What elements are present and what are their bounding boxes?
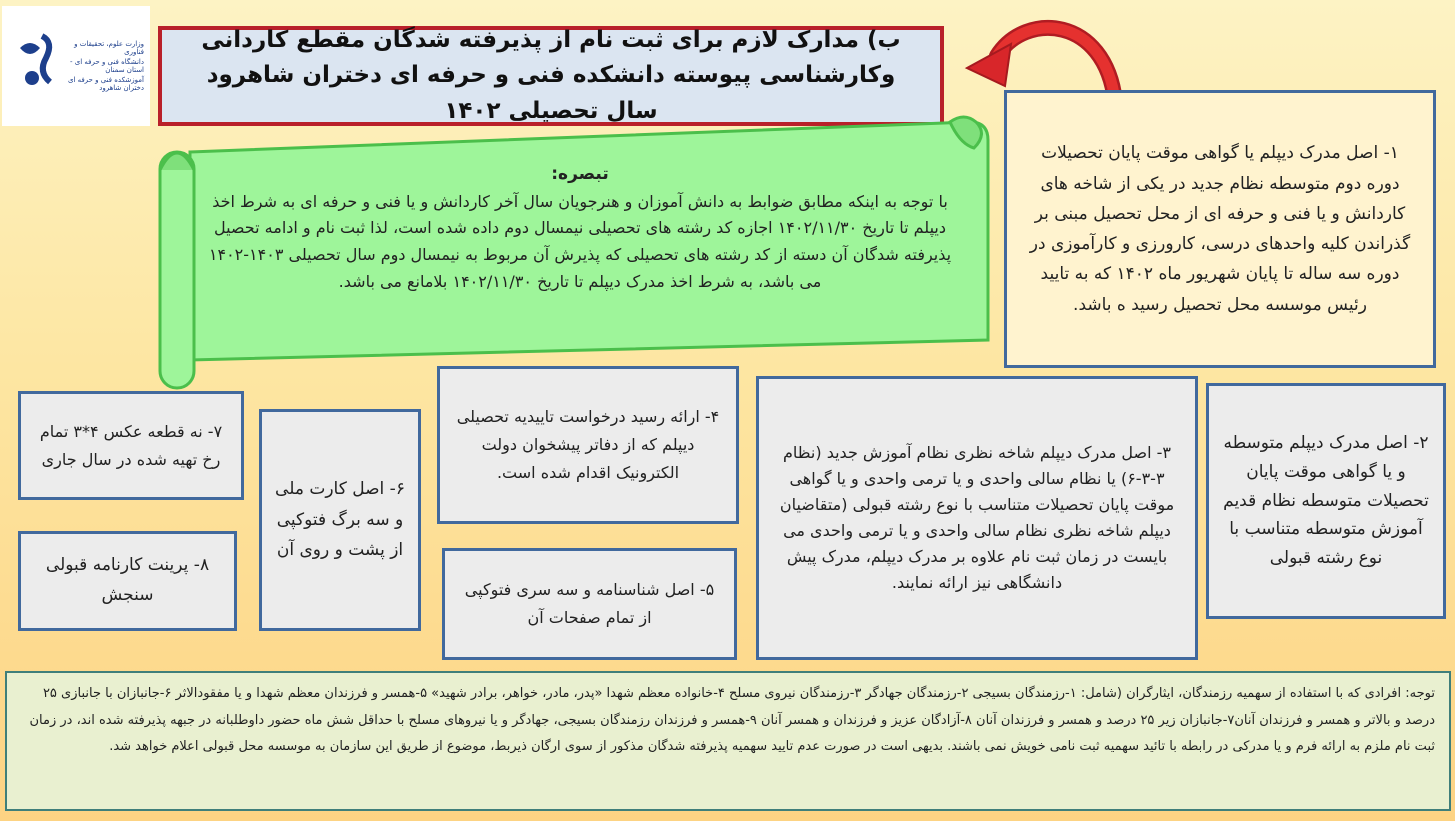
requirement-item-4 xyxy=(437,366,739,524)
requirement-item-4-text: ۴- ارائه رسید درخواست تاییدیه تحصیلی دیپلم که از دفاتر پیشخوان دولت الکترونیک اقدام شده است. xyxy=(456,407,720,482)
scroll-note xyxy=(200,160,960,350)
scroll-heading: تبصره: xyxy=(551,164,609,184)
requirement-item-5-text: ۵- اصل شناسنامه و سه سری فتوکپی از تمام صفحات آن xyxy=(464,580,715,627)
requirement-item-8 xyxy=(18,531,237,631)
requirement-item-8-text: ۸- پرینت کارنامه قبولی سنجش xyxy=(45,555,210,605)
requirement-item-1 xyxy=(1004,90,1436,368)
bottom-note xyxy=(5,671,1451,811)
logo-line-1: وزارت علوم، تحقیقات و فناوری xyxy=(74,40,144,56)
scroll-body: با توجه به اینکه مطابق ضوابط به دانش آموزان و هنرجویان سال آخر کاردانش و یا فنی و حرفه ای به شرط اخذ دیپلم تا تاریخ ۱۴۰۲/۱۱/۳۰ اجازه کد رشته های تحصیلی نیمسال دوم داده شده است، لذا ثبت نام و ادامه تحصیل پذیرفته شدگان آن دسته از کد رشته های تحصیلی که پذیرش آن مربوط به نیمسال دوم سال تحصیلی ۱۴۰۳-۱۴۰۲ می باشد، به شرط اخذ مدرک دیپلم تا تاریخ ۱۴۰۲/۱۱/۳۰ بلامانع می باشد. xyxy=(208,191,952,292)
bottom-note-text: توجه: افرادی که با استفاده از سهمیه رزمندگان، ایثارگران (شامل: ۱-رزمندگان بسیجی ۲-رزمندگان جهادگر ۳-رزمندگان نیروی مسلح ۴-خانواده معظم شهدا «پدر، مادر، خواهر، برادر شهید» ۵-همسر و فرزندان معظم شهدا و یا مفقودالاثر ۶-جانبازان با جانبازی ۲۵ درصد و بالاتر و همسر و فرزندان آنان۷-جانبازان زیر ۲۵ درصد و همسر و فرزندان آنان ۸-آزادگان عزیز و فرزندان و همسر آنان ۹-همسر و فرزندان رزمندگان بسیجی، جهادگر و یا نیروهای مسلح با حداقل شش ماه حضور داوطلبانه در جبهه پذیرفته شده اند، در زمان ثبت نام ملزم به ارائه فرم و یا مدرکی در رابطه با تائید سهمیه ثبت نامی خویش نمی باشند. بدیهی است در صورت عدم تایید سهمیه پذیرفته شدگان مذکور از سوی ارگان ذیربط، موضوع از طریق این سازمان به موسسه محل قبولی اعلام خواهد شد. xyxy=(29,686,1435,755)
university-logo xyxy=(2,6,150,126)
page-title: ب) مدارک لازم برای ثبت نام از پذیرفته شدگان مقطع کاردانی وکارشناسی پیوسته دانشکده فنی و حرفه ای دختران شاهرود سال تحصیلی ۱۴۰۲ xyxy=(158,26,944,126)
requirement-item-7-text: ۷- نه قطعه عکس ۴*۳ تمام رخ تهیه شده در سال جاری xyxy=(39,421,223,469)
requirement-item-6-text: ۶- اصل کارت ملی و سه برگ فتوکپی از پشت و روی آن xyxy=(275,479,405,561)
logo-line-3: آموزشکده فنی و حرفه ای دختران شاهرود xyxy=(67,76,144,92)
requirement-item-3 xyxy=(756,376,1198,660)
requirement-item-2 xyxy=(1206,383,1446,619)
requirement-item-7 xyxy=(18,391,244,500)
requirement-item-5 xyxy=(442,548,737,660)
requirement-item-2-text: ۲- اصل مدرک دیپلم متوسطه و یا گواهی موقت پایان تحصیلات متوسطه نظام قدیم آموزش متوسطه متناسب با نوع رشته قبولی xyxy=(1223,432,1429,569)
logo-line-2: دانشگاه فنی و حرفه ای - استان سمنان xyxy=(70,58,144,74)
requirement-item-6 xyxy=(259,409,421,631)
requirement-item-3-text: ۳- اصل مدرک دیپلم شاخه نظری نظام آموزش جدید (نظام ۳-۳-۶) یا نظام سالی واحدی و یا ترمی واحدی و یا گواهی موقت پایان تحصیلات متناسب با نوع رشته قبولی (متقاضیان دیپلم شاخه نظری نظام سالی واحدی و یا ترمی واحدی می بایست در زمان ثبت نام علاوه بر مدرک دیپلم، مدرک پیش دانشگاهی نیز ارائه نمایند. xyxy=(779,443,1175,592)
requirement-item-1-text: ۱- اصل مدرک دیپلم یا گواهی موقت پایان تحصیلات دوره دوم متوسطه نظام جدید در یکی از شاخه های کاردانش و یا فنی و حرفه ای از محل تحصیل مبنی بر گذراندن کلیه واحدهای درسی، کارورزی و کارآموزی در دوره سه ساله تا پایان شهریور ماه ۱۴۰۲ که به تایید رئیس موسسه محل تحصیل رسید ه باشد. xyxy=(1029,143,1411,315)
